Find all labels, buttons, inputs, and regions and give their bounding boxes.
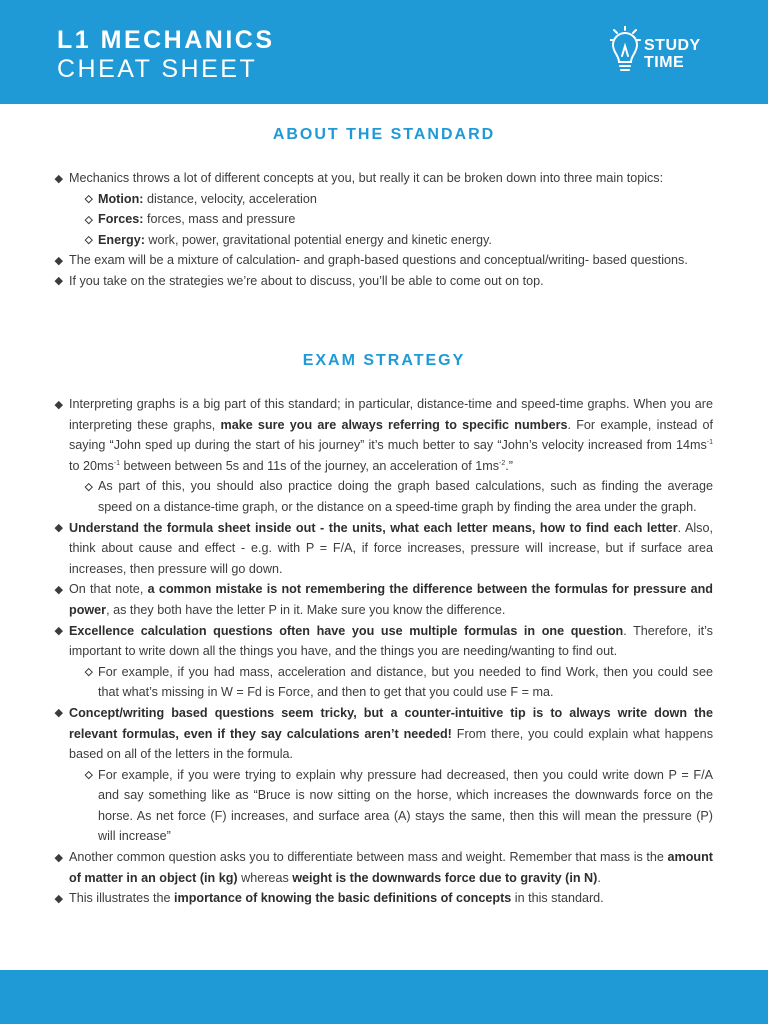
list-item	[56, 847, 713, 888]
text-run: in this standard.	[511, 891, 604, 906]
text-run: to 20ms	[69, 458, 114, 473]
list-item	[56, 518, 713, 580]
text-run: .	[597, 870, 601, 885]
list-item	[56, 888, 713, 909]
bold-run: make sure you are always referring to specific numbers	[220, 417, 568, 432]
text-run: . For example, instead of saying “John sped up during the start of his journey” it’s much better to say “John’s velocity increased from 14ms	[69, 417, 713, 453]
sub-bullet-icon	[85, 771, 93, 779]
logo-word-time: TIME	[644, 54, 685, 71]
superscript: -1	[706, 439, 713, 446]
text-run: .”	[505, 458, 513, 473]
motion-text: distance, velocity, acceleration	[143, 191, 317, 206]
list-item	[56, 621, 713, 662]
bold-run: Excellence calculation questions often have you use multiple formulas in one question	[69, 623, 624, 638]
text-run: Another common question asks you to differentiate between mass and weight. Remember that mass is the	[69, 850, 668, 865]
page-subtitle: CHEAT SHEET	[57, 55, 258, 83]
list-item	[56, 394, 713, 476]
sub-bullet-icon	[85, 195, 93, 203]
about-heading: ABOUT THE STANDARD	[272, 126, 496, 143]
text-run: . Also, think about cause and effect - e.g. with P = F/A, if force increases, pressure will increase, but if surface area increases, then pressure will go down.	[69, 520, 713, 576]
superscript: -1	[113, 459, 121, 467]
item-text: The exam will be a mixture of calculation- and graph-based questions and conceptual/writing- based questions.	[69, 253, 688, 268]
bold-run: a common mistake is not remembering the difference between the formulas for pressure and power	[69, 582, 713, 617]
study-time-logo	[610, 26, 720, 76]
list-item	[56, 476, 713, 517]
bullet-icon	[55, 853, 63, 861]
sub-bullet-icon	[85, 668, 93, 676]
list-item	[56, 189, 713, 210]
list-item	[56, 209, 713, 230]
sub-bullet-icon	[85, 483, 93, 491]
list-item	[56, 230, 713, 251]
forces-text: forces, mass and pressure	[143, 212, 296, 227]
sub-bullet-icon	[85, 236, 93, 244]
text-run: between between 5s and 11s of the journey, an acceleration of 1ms	[120, 458, 500, 473]
page-title: L1 MECHANICS	[57, 26, 275, 54]
bullet-icon	[55, 627, 63, 635]
motion-label: Motion:	[98, 191, 144, 206]
bullet-icon	[55, 277, 63, 285]
bold-run: weight is the downwards force due to gravity (in N)	[292, 870, 598, 885]
text-run: whereas	[237, 870, 293, 885]
about-section	[56, 168, 713, 292]
logo-text	[644, 37, 701, 71]
text-run: Interpreting graphs is a big part of this standard; in particular, distance-time and speed-time graphs. When you are interpreting these graphs,	[69, 397, 713, 432]
bullet-icon	[55, 174, 63, 182]
bullet-icon	[55, 586, 63, 594]
bold-run: Understand the formula sheet inside out - the units, what each letter means, how to find each letter	[69, 520, 678, 535]
sub-bullet-icon	[85, 216, 93, 224]
bullet-icon	[55, 257, 63, 265]
bold-run: amount of matter in an object (in kg)	[69, 850, 713, 885]
text-run: From there, you could explain what happens based on all of the letters in the formula.	[69, 726, 713, 762]
bold-run: Concept/writing based questions seem tricky, but a counter-intuitive tip is to always write down the relevant formulas, even if they say calculations aren’t needed!	[69, 705, 713, 741]
text-run: On that note,	[69, 582, 148, 597]
text-run: , as they both have the letter P in it. Make sure you know the difference.	[106, 602, 506, 617]
list-item	[56, 703, 713, 765]
item-text: Mechanics throws a lot of different concepts at you, but really it can be broken down into three main topics:	[69, 171, 664, 185]
list-item	[56, 271, 713, 292]
energy-label: Energy:	[98, 232, 145, 247]
text-run: This illustrates the	[69, 891, 174, 906]
lightbulb-icon	[610, 26, 642, 76]
text-run: As part of this, you should also practice doing the graph based calculations, such as finding the average speed on a distance-time graph, or the distance on a speed-time graph by finding the area under the graph.	[98, 479, 713, 514]
list-item	[56, 168, 713, 189]
list-item	[56, 662, 713, 703]
text-run: For example, if you were trying to explain why pressure had decreased, then you could write down P = F/A and say something like as “Bruce is now sitting on the horse, which increases the downwards force on the horse. As net force (F) increases, and surface area (A) stays the same, then this will mean the pressure (P) will increase”	[98, 767, 713, 844]
header-banner	[0, 0, 768, 104]
strategy-heading: EXAM STRATEGY	[302, 352, 466, 369]
energy-text: work, power, gravitational potential energy and kinetic energy.	[144, 232, 492, 247]
item-text: If you take on the strategies we’re about to discuss, you’ll be able to come out on top.	[69, 273, 544, 288]
bold-run: importance of knowing the basic definitions of concepts	[174, 891, 512, 906]
list-item	[56, 250, 713, 271]
footer-banner	[0, 970, 768, 1024]
strategy-section	[56, 394, 713, 909]
bullet-icon	[55, 709, 63, 717]
bullet-icon	[55, 524, 63, 532]
list-item	[56, 765, 713, 847]
superscript: -2	[499, 459, 506, 467]
logo-word-study: STUDY	[644, 37, 701, 54]
list-item	[56, 579, 713, 620]
forces-label: Forces:	[98, 212, 144, 227]
bullet-icon	[55, 895, 63, 903]
bullet-icon	[55, 400, 63, 408]
text-run: For example, if you had mass, acceleration and distance, but you needed to find Work, then you could see that what’s missing in W = Fd is Force, and then to get that you could use F = ma.	[98, 664, 713, 700]
text-run: . Therefore, it’s important to write down all the things you have, and the things you are needing/wanting to find out.	[69, 623, 713, 659]
